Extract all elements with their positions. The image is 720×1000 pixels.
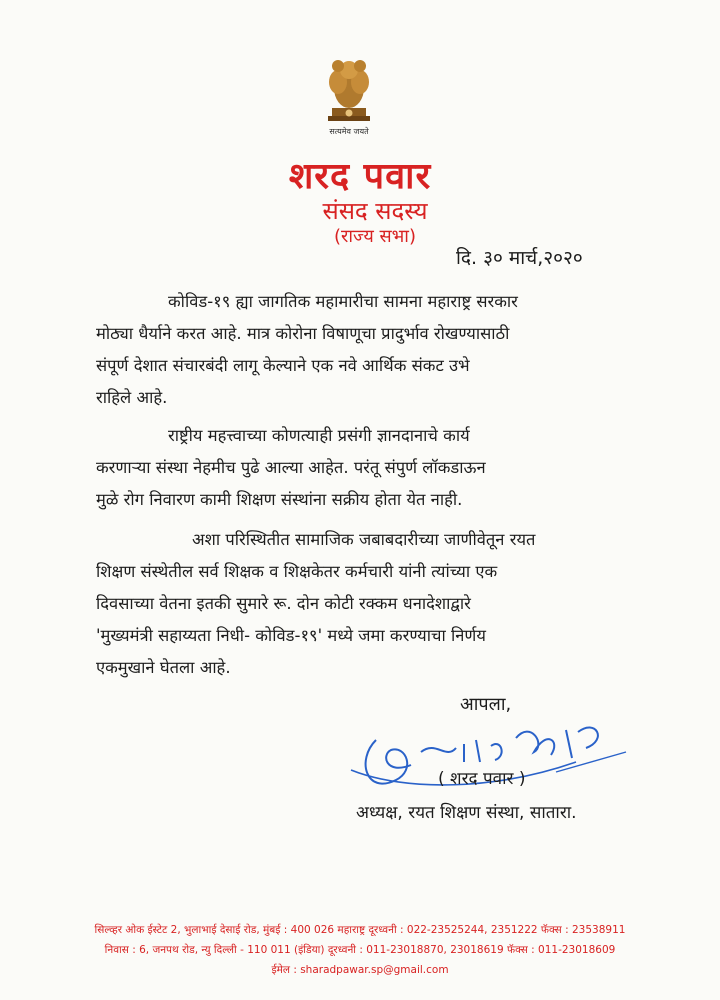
paragraph-2 [96,420,636,516]
closing-salutation: आपला, [460,694,512,715]
paragraph-3 [96,524,636,684]
footer-address-delhi: निवास : 6, जनपथ रोड, न्यु दिल्ली - 110 011 (इंडिया) दूरध्वनी : 011-23018870, 23018619 फॅक्स : 011-23018609 [104,944,616,956]
paragraph-line: 'मुख्यमंत्री सहाय्यता निधी- कोविड-१९' मध्ये जमा करण्याचा निर्णय [96,626,486,645]
letterhead-footer [0,920,720,980]
paragraph-line: राहिले आहे. [96,388,168,407]
paragraph-line: दिवसाच्या वेतना इतकी सुमारे रू. दोन कोटी रक्कम धनादेशाद्वारे [96,594,471,613]
paragraph-line: करणाऱ्या संस्था नेहमीच पुढे आल्या आहेत. परंतू संपुर्ण लॉकडाऊन [96,458,486,477]
lion-capital-icon [318,52,380,126]
paragraph-line: अशा परिस्थितीत सामाजिक जबाबदारीच्या जाणीवेतून रयत [192,530,536,549]
sender-house: (राज्य सभा) [333,226,416,247]
letter-date: दि. ३० मार्च,२०२० [456,247,583,269]
signer-role: अध्यक्ष, रयत शिक्षण संस्था, सातारा. [356,803,577,823]
paragraph-line: मुळे रोग निवारण कामी शिक्षण संस्थांना सक्रीय होता येत नाही. [96,490,463,509]
emblem-motto: सत्यमेव जयते [329,127,369,136]
footer-email: ईमेल : sharadpawar.sp@gmail.com [271,964,449,976]
paragraph-1 [96,286,636,414]
paragraph-line: शिक्षण संस्थेतील सर्व शिक्षक व शिक्षकेतर कर्मचारी यांनी त्यांच्या एक [96,562,498,581]
sender-designation: संसद सदस्य [322,197,428,225]
signer-name: ( शरद पवार ) [438,769,526,789]
paragraph-line: राष्ट्रीय महत्त्वाच्या कोणत्याही प्रसंगी ज्ञानदानाचे कार्य [168,426,470,445]
paragraph-line: मोठ्या धैर्याने करत आहे. मात्र कोरोना विषाणूचा प्रादुर्भाव रोखण्यासाठी [96,324,510,343]
paragraph-line: एकमुखाने घेतला आहे. [96,658,231,677]
paragraph-line: कोविड-१९ ह्या जागतिक महामारीचा सामना महाराष्ट्र सरकार [168,292,518,311]
footer-address-mumbai: सिल्व्हर ओक ईस्टेट 2, भुलाभाई देसाई रोड, मुंबई : 400 026 महाराष्ट्र दूरध्वनी : 022-23525244, 2351222 फॅक्स : 23538911 [94,924,626,936]
sender-name: शरद पवार [288,156,432,197]
paragraph-line: संपूर्ण देशात संचारबंदी लागू केल्याने एक नवे आर्थिक संकट उभे [96,356,470,375]
